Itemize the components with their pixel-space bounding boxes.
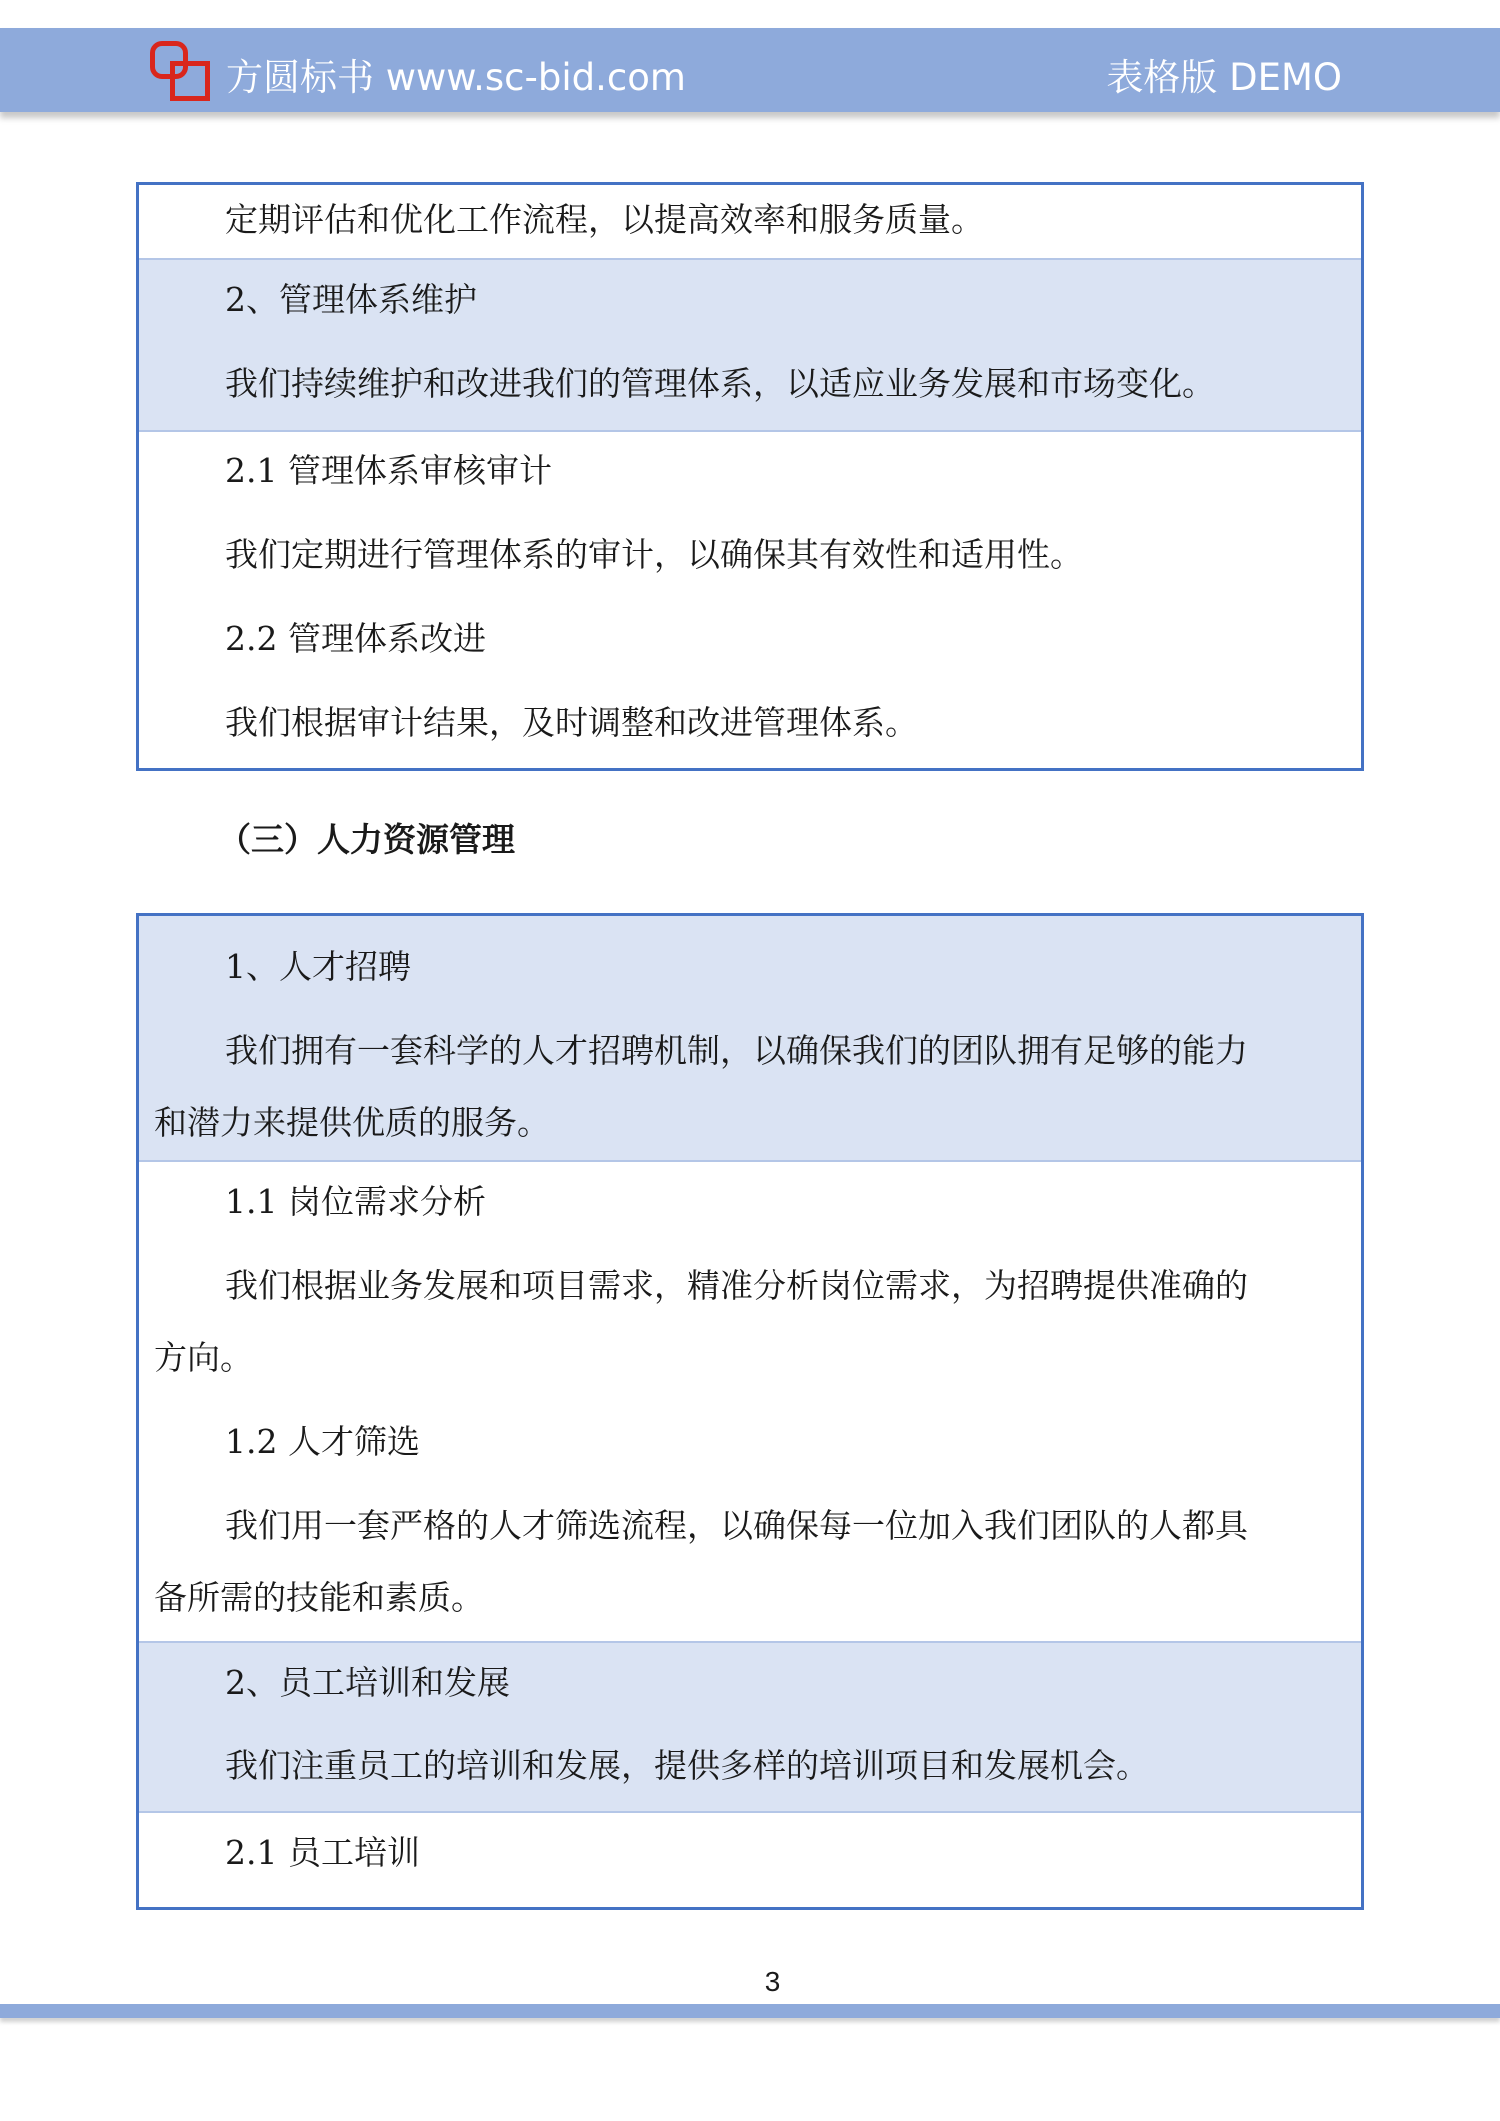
paragraph: 我们定期进行管理体系的审计，以确保其有效性和适用性。 [225, 535, 1083, 574]
table-row [139, 185, 1361, 260]
paragraph: 我们用一套严格的人才筛选流程，以确保每一位加入我们团队的人都具 [225, 1506, 1248, 1545]
edition-label: 表格版 DEMO [1106, 56, 1342, 99]
brand-text: 方圆标书 www.sc-bid.com [226, 56, 686, 99]
table-row [139, 1813, 1361, 1907]
table-row [139, 1643, 1361, 1813]
table-row [139, 260, 1361, 432]
paragraph: 我们注重员工的培训和发展，提供多样的培训项目和发展机会。 [225, 1746, 1149, 1785]
logo-icon [150, 41, 214, 105]
footer-bar [0, 2004, 1500, 2018]
paragraph: 方向。 [154, 1338, 253, 1377]
table-row [139, 1162, 1361, 1643]
subheading: 1、人才招聘 [225, 947, 411, 986]
subheading: 2.2 管理体系改进 [225, 619, 486, 658]
paragraph: 我们拥有一套科学的人才招聘机制，以确保我们的团队拥有足够的能力 [225, 1031, 1248, 1070]
paragraph: 备所需的技能和素质。 [154, 1578, 484, 1617]
paragraph: 我们持续维护和改进我们的管理体系，以适应业务发展和市场变化。 [225, 364, 1215, 403]
subheading: 1.1 岗位需求分析 [225, 1182, 486, 1221]
subheading: 2.1 员工培训 [225, 1833, 420, 1872]
table-row [139, 916, 1361, 1162]
content-table-1 [136, 182, 1364, 771]
paragraph: 和潜力来提供优质的服务。 [154, 1103, 550, 1142]
table-row [139, 432, 1361, 768]
page-number: 3 [764, 1966, 781, 1997]
content-table-2 [136, 913, 1364, 1910]
page-header [0, 28, 1500, 112]
section-heading: （三）人力资源管理 [218, 820, 515, 859]
paragraph: 定期评估和优化工作流程，以提高效率和服务质量。 [225, 200, 984, 239]
paragraph: 我们根据业务发展和项目需求，精准分析岗位需求，为招聘提供准确的 [225, 1266, 1248, 1305]
subheading: 1.2 人才筛选 [225, 1422, 420, 1461]
subheading: 2.1 管理体系审核审计 [225, 451, 552, 490]
paragraph: 我们根据审计结果，及时调整和改进管理体系。 [225, 703, 918, 742]
subheading: 2、管理体系维护 [225, 280, 477, 319]
subheading: 2、员工培训和发展 [225, 1663, 510, 1702]
